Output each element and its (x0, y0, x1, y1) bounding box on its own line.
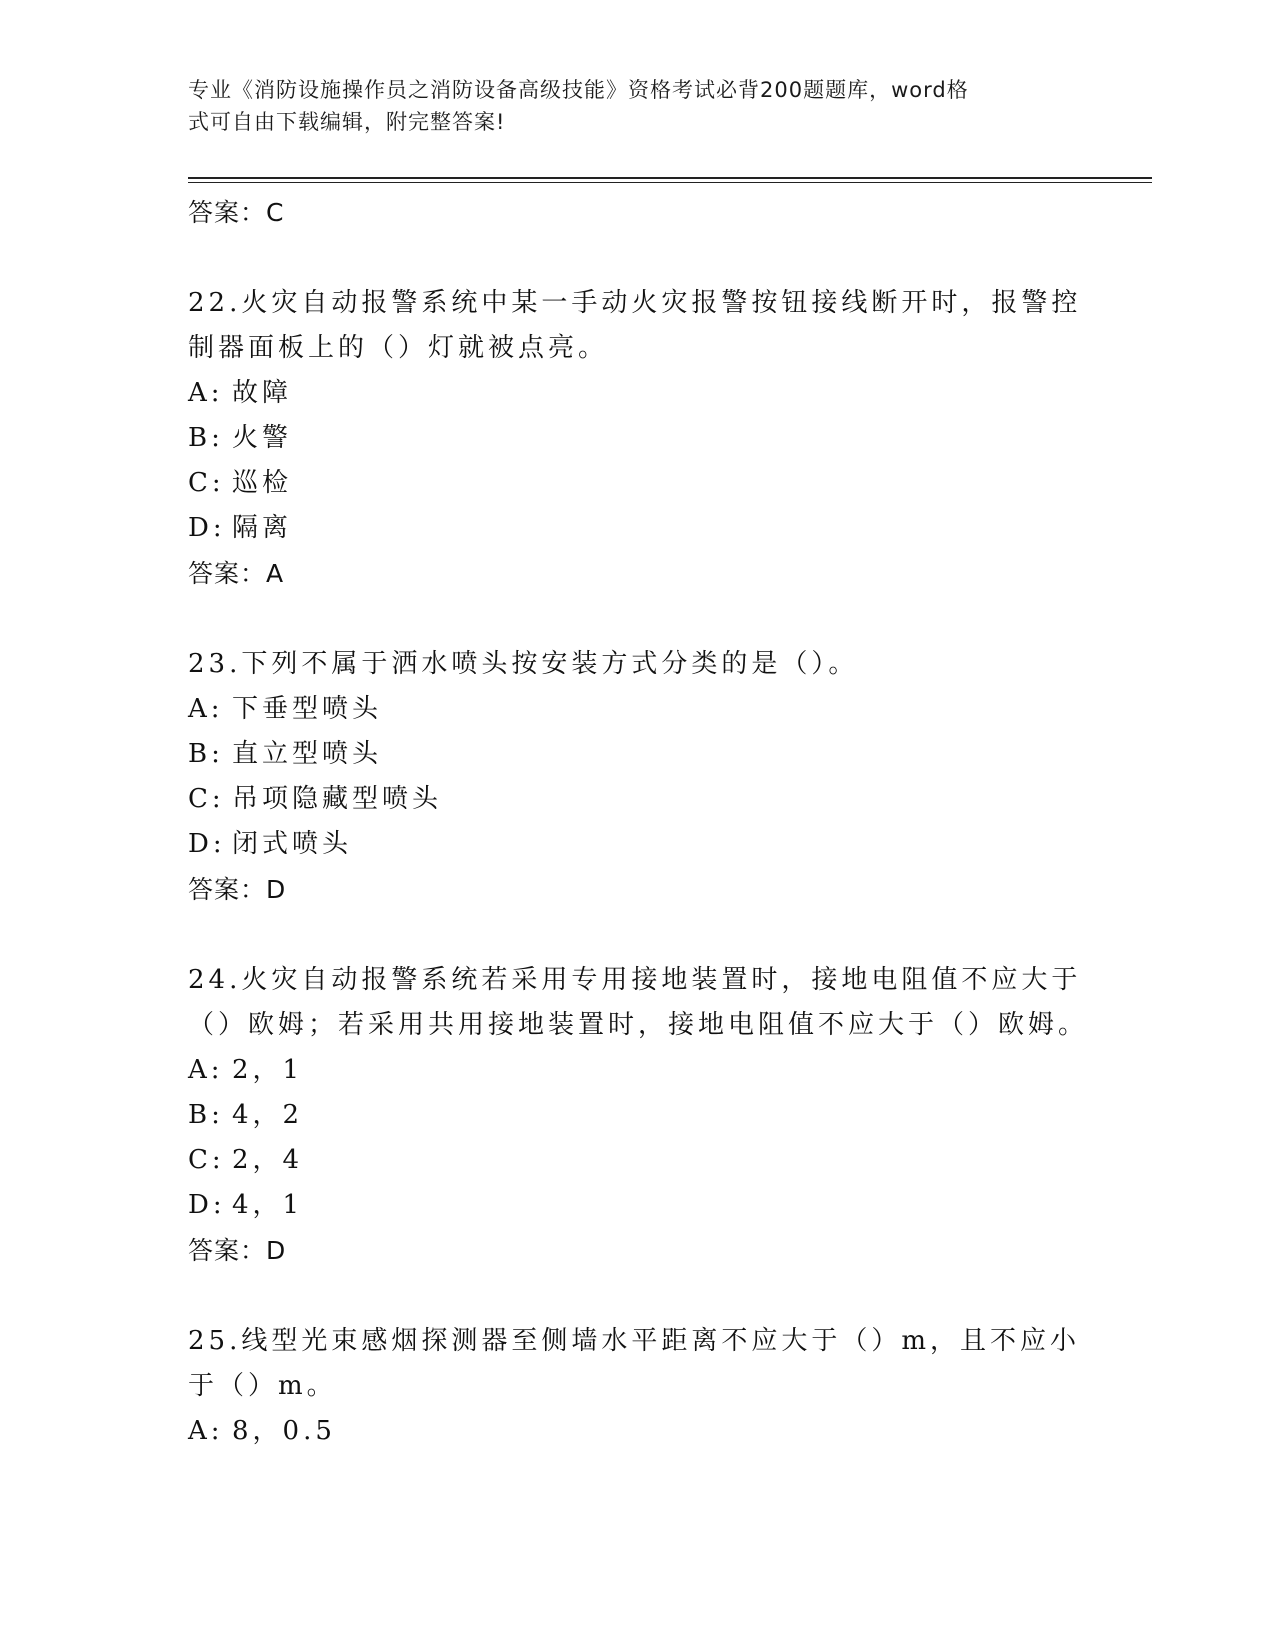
option-key: A: (188, 1416, 224, 1446)
answer-line: 答案：A (188, 559, 285, 588)
header-line-1: 专业《消防设施操作员之消防设备高级技能》资格考试必背200题题库，word格 (188, 78, 969, 102)
option-text: 下垂型喷头 (232, 694, 383, 724)
document-header (188, 74, 1088, 138)
option-key: A: (188, 378, 224, 408)
option-text: 故障 (232, 378, 293, 408)
answer-line: 答案：D (188, 1236, 287, 1265)
option-key: D: (188, 1190, 226, 1220)
option-text: 闭式喷头 (232, 829, 353, 859)
option-key: C: (188, 1145, 225, 1175)
option-text: 2，4 (232, 1145, 304, 1175)
answer-line: 答案：C (188, 198, 285, 227)
option-d (188, 822, 1088, 867)
option-key: C: (188, 784, 225, 814)
option-text: 巡检 (232, 468, 293, 498)
option-key: C: (188, 468, 225, 498)
option-key: A: (188, 1055, 224, 1085)
question-25 (188, 1319, 1088, 1454)
option-key: B: (188, 739, 224, 769)
option-a (188, 687, 1088, 732)
option-d (188, 1183, 1088, 1228)
option-b (188, 416, 1088, 461)
question-stem: 24.火灾自动报警系统若采用专用接地装置时，接地电阻值不应大于（）欧姆；若采用共用接地装置时，接地电阻值不应大于（）欧姆。 (188, 965, 1089, 1040)
question-list (188, 190, 1088, 1500)
option-key: A: (188, 694, 224, 724)
option-b (188, 1093, 1088, 1138)
header-rule-thin (188, 182, 1152, 183)
option-c (188, 777, 1088, 822)
option-d (188, 506, 1088, 551)
option-b (188, 732, 1088, 777)
question-stem: 25.线型光束感烟探测器至侧墙水平距离不应大于（）m，且不应小于（）m。 (188, 1326, 1081, 1401)
option-text: 4，2 (232, 1100, 304, 1130)
question-24 (188, 958, 1088, 1273)
option-key: B: (188, 1100, 224, 1130)
header-rule-thick (188, 177, 1152, 179)
header-line-2: 式可自由下载编辑，附完整答案! (188, 110, 506, 134)
option-a (188, 1409, 1088, 1454)
question-23 (188, 642, 1088, 912)
question-22 (188, 281, 1088, 596)
option-a (188, 1048, 1088, 1093)
option-key: B: (188, 423, 224, 453)
option-text: 吊项隐藏型喷头 (232, 784, 443, 814)
option-text: 2，1 (232, 1055, 304, 1085)
option-text: 火警 (232, 423, 293, 453)
option-c (188, 1138, 1088, 1183)
option-a (188, 371, 1088, 416)
option-key: D: (188, 513, 226, 543)
question-stem: 23.下列不属于洒水喷头按安装方式分类的是（）。 (188, 649, 859, 679)
option-key: D: (188, 829, 226, 859)
question-stem: 22.火灾自动报警系统中某一手动火灾报警按钮接线断开时，报警控制器面板上的（）灯就被点亮。 (188, 288, 1082, 363)
option-text: 4，1 (232, 1190, 304, 1220)
answer-line: 答案：D (188, 875, 287, 904)
option-text: 直立型喷头 (232, 739, 383, 769)
option-c (188, 461, 1088, 506)
option-text: 隔离 (232, 513, 293, 543)
option-text: 8，0.5 (232, 1416, 336, 1446)
